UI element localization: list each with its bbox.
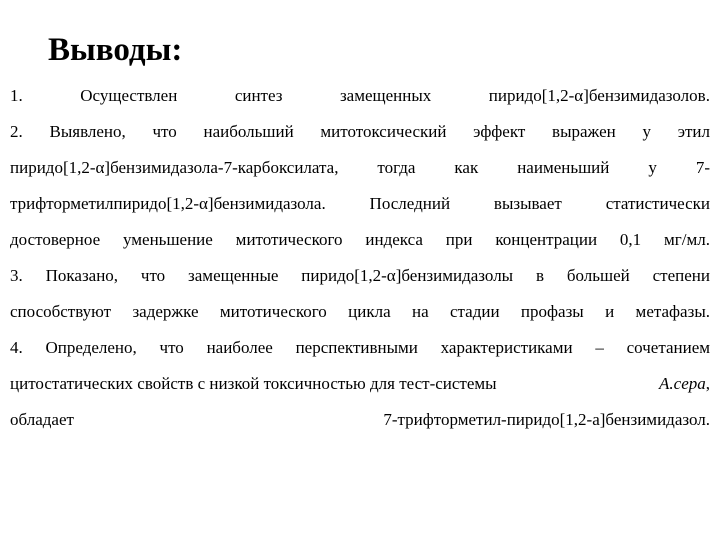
conclusion-4-line-2 [10,366,710,402]
conclusion-4-line-1: 4. Определено, что наиболее перспективными характеристиками – сочетанием [10,338,710,357]
conclusion-3-line-1: 3. Показано, что замещенные пиридо[1,2-α]бензимидазолы в большей степени [10,266,710,285]
conclusion-2-line-4: достоверное уменьшение митотического индекса при концентрации 0,1 мг/мл. [10,230,710,249]
conclusions-list [10,78,710,438]
conclusion-2-line-2: пиридо[1,2-α]бензимидазола-7-карбоксилата, тогда как наименьший у 7- [10,158,710,177]
conclusion-3-line-2: способствуют задержке митотического цикла на стадии профазы и метафазы. [10,302,710,321]
conclusion-1-word: Осуществлен [80,86,178,105]
conclusion-4-line-3-left: обладает [10,410,74,429]
conclusion-1-word: замещенных [339,86,432,105]
slide-title: Выводы: [48,32,183,68]
conclusion-2-line-1: 2. Выявлено, что наибольший митотоксический эффект выражен у этил [10,122,710,141]
conclusion-4-line-3-right: 7-трифторметил-пиридо[1,2-a]бензимидазол. [383,410,710,429]
conclusion-1 [10,78,710,114]
conclusion-4-line-2-text: цитостатических свойств с низкой токсичностью для тест-системы [10,374,497,393]
conclusion-1-number: 1. [10,86,23,105]
conclusion-4-line-3 [10,402,710,438]
conclusion-2-line-3: трифторметилпиридо[1,2-α]бензимидазола. Последний вызывает статистически [10,194,710,213]
conclusion-4-line-2-tail: , [705,374,710,393]
conclusion-1-word: пиридо[1,2-α]бензимидазолов. [488,86,710,105]
conclusion-4-species [659,366,710,402]
conclusion-1-word: синтез [234,86,283,105]
species-name: A.cepa [659,374,706,393]
